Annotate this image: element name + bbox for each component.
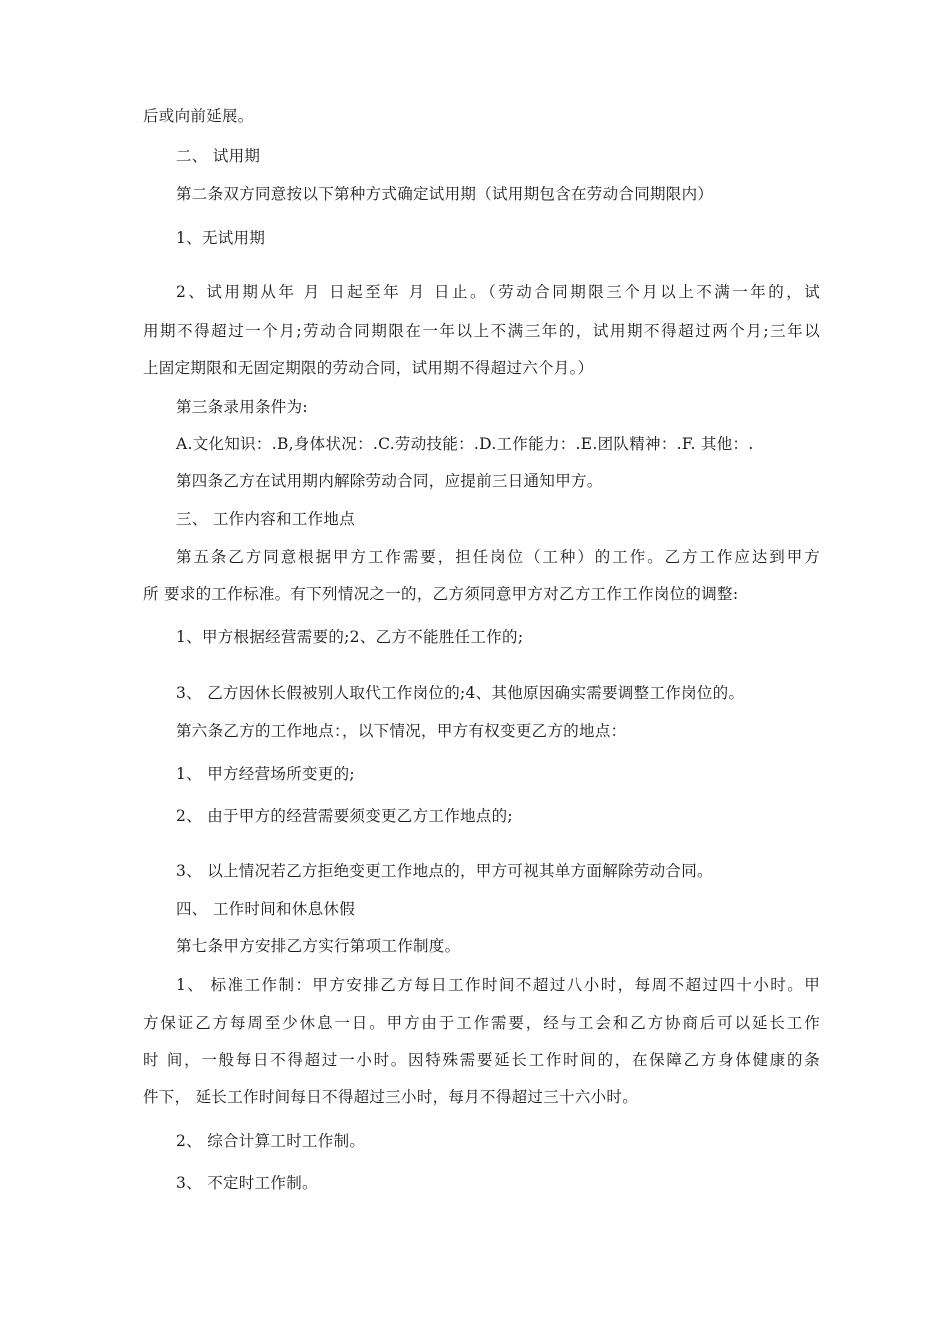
text-line: 第二条双方同意按以下第种方式确定试用期（试用期包含在劳动合同期限内） xyxy=(176,185,714,203)
section-heading: 二、 试用期 xyxy=(176,147,261,165)
text-line: A.文化知识：.B,身体状况：.C.劳动技能：.D.工作能力：.E.团队精神：.F. 其他：. xyxy=(176,435,754,453)
list-item: 1、 标准工作制：甲方安排乙方每日工作时间不超过八小时，每周不超过四十小时。甲 xyxy=(176,976,820,994)
list-item: 1、无试用期 xyxy=(176,229,266,247)
list-item: 2、 综合计算工时工作制。 xyxy=(176,1132,366,1150)
text-line: 用期不得超过一个月;劳动合同期限在一年以上不满三年的，试用期不得超过两个月;三年以 xyxy=(143,322,820,340)
text-line: 第四条乙方在试用期内解除劳动合同，应提前三日通知甲方。 xyxy=(176,472,603,490)
list-item: 3、 乙方因休长假被别人取代工作岗位的;4、其他原因确实需要调整工作岗位的。 xyxy=(176,684,745,702)
list-item: 3、 以上情况若乙方拒绝变更工作地点的，甲方可视其单方面解除劳动合同。 xyxy=(176,862,713,880)
text-line: 所 要求的工作标准。有下列情况之一的，乙方须同意甲方对乙方工作工作岗位的调整: xyxy=(143,585,739,603)
text-line: 上固定期限和无固定期限的劳动合同，试用期不得超过六个月。） xyxy=(143,359,594,377)
text-line: 后或向前延展。 xyxy=(143,107,254,125)
text-line: 第六条乙方的工作地点：，以下情况，甲方有权变更乙方的地点： xyxy=(176,722,627,740)
text-line: 第五条乙方同意根据甲方工作需要，担任岗位（工种）的工作。乙方工作应达到甲方 xyxy=(176,548,820,566)
text-line: 件下， 延长工作时间每日不得超过三小时，每月不得超过三十六小时。 xyxy=(143,1088,639,1106)
list-item: 1、 甲方经营场所变更的; xyxy=(176,765,355,783)
text-line: 时 间，一般每日不得超过一小时。因特殊需要延长工作时间的，在保障乙方身体健康的条 xyxy=(143,1051,820,1069)
list-item: 3、 不定时工作制。 xyxy=(176,1174,318,1192)
text-line: 第七条甲方安排乙方实行第项工作制度。 xyxy=(176,937,461,955)
text-line: 第三条录用条件为: xyxy=(176,398,308,416)
section-heading: 四、 工作时间和休息休假 xyxy=(176,900,356,918)
list-item: 2、试用期从年 月 日起至年 月 日止。（劳动合同期限三个月以上不满一年的，试 xyxy=(176,283,820,301)
list-item: 2、 由于甲方的经营需要须变更乙方工作地点的; xyxy=(176,807,513,825)
text-line: 方保证乙方每周至少休息一日。甲方由于工作需要，经与工会和乙方协商后可以延长工作 xyxy=(143,1014,820,1032)
list-item: 1、甲方根据经营需要的;2、乙方不能胜任工作的; xyxy=(176,628,524,646)
section-heading: 三、 工作内容和工作地点 xyxy=(176,510,356,528)
